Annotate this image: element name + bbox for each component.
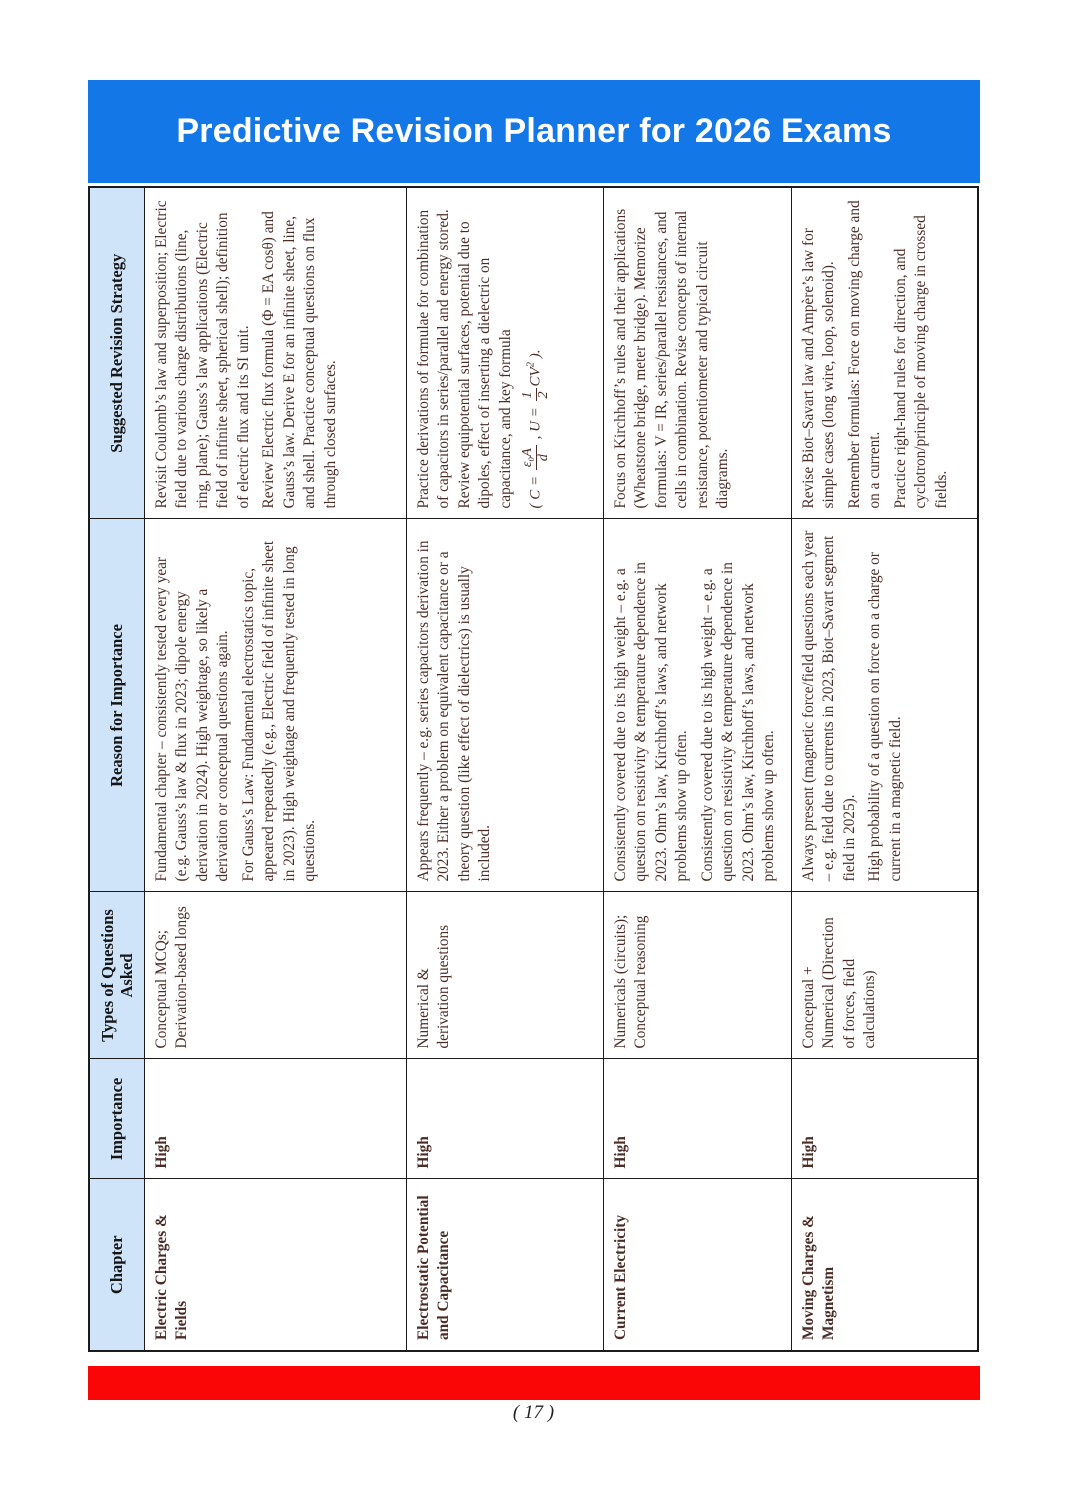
formula-close: ). <box>527 349 544 363</box>
col-header-types: Types of Questions Asked <box>89 892 144 1059</box>
formula-open: ( <box>527 499 544 509</box>
formula-fraction-1: ε₀A d <box>521 445 551 470</box>
rotated-table-wrapper <box>88 188 977 1352</box>
chapter-cell-4: Moving Charges & Magnetism <box>791 1179 978 1351</box>
reason-cell-1 <box>144 519 406 892</box>
footer-accent-bar <box>88 1366 980 1400</box>
formula-lhs: C = <box>527 472 544 500</box>
importance-cell-3: High <box>603 1059 791 1179</box>
table-row <box>791 187 978 1351</box>
importance-cell-2: High <box>406 1059 603 1179</box>
reason-cell-4 <box>791 519 978 892</box>
reason-paragraph: Appears frequently – e.g. series capacitors derivation in 2023. Either a problem on equivalent capacitance or a theory question (like effect of dielectrics) is usually included. <box>414 540 493 882</box>
strategy-paragraph: Review Electric flux formula (Φ = EA cosθ) and Gauss’s law. Derive E for an infinite sheet, line, and shell. Practice conceptual questions on flux through closed surfaces. <box>260 211 339 509</box>
chapter-cell-1: Electric Charges & Fields <box>144 1179 406 1351</box>
reason-paragraph: For Gauss’s Law: Fundamental electrostatics topic, appeared repeatedly (e.g., Electric field of infinite sheet in 2023). High weightage and frequently tested in long questions. <box>239 540 318 882</box>
col-header-importance: Importance <box>89 1059 144 1179</box>
strategy-paragraph: Revisit Coulomb’s law and superposition; Electric field due to various charge distributions (line, ring, plane); Gauss’s law applications (Electric field of infinite sheet, spherical shell); definition of electric flux and its SI unit. <box>152 200 252 509</box>
capacitance-formula <box>521 198 551 509</box>
header-banner <box>88 80 980 183</box>
col-header-strategy: Suggested Revision Strategy <box>89 187 144 519</box>
importance-cell-1: High <box>144 1059 406 1179</box>
reason-paragraph: Consistently covered due to its high weight – e.g. a question on resistivity & temperature dependence in 2023. Ohm’s law, Kirchhoff’s laws, and network problems show up often. <box>611 562 690 882</box>
page-title: Predictive Revision Planner for 2026 Exams <box>176 112 892 150</box>
table-row <box>406 187 603 1351</box>
types-cell-1: Conceptual MCQs; Derivation-based longs <box>144 892 406 1059</box>
types-cell-4: Conceptual + Numerical (Direction of forces, field calculations) <box>791 892 978 1059</box>
strategy-cell-1 <box>144 187 406 519</box>
strategy-paragraph: Revise Biot–Savart law and Ampère’s law for simple cases (long wire, loop, solenoid). <box>799 228 837 509</box>
page-number: ( 17 ) <box>512 1402 555 1423</box>
strategy-paragraph: Focus on Kirchhoff’s rules and their applications (Wheatstone bridge, meter bridge). Memorize formulas: V = IR, series/parallel resistances, and cells in combination. Revise concepts of internal resistance, potentiometer and typical circuit diagrams. <box>611 208 731 509</box>
strategy-cell-4 <box>791 187 978 519</box>
strategy-cell-2 <box>406 187 603 519</box>
chapter-cell-2: Electrostatic Potential and Capacitance <box>406 1179 603 1351</box>
col-header-chapter: Chapter <box>89 1179 144 1351</box>
formula-mid: , U = <box>527 403 544 444</box>
reason-paragraph: Consistently covered due to its high weight – e.g. a question on resistivity & temperature dependence in 2023. Ohm’s law, Kirchhoff’s laws, and network problems show up often. <box>698 562 777 882</box>
types-cell-3: Numericals (circuits); Conceptual reasoning <box>603 892 791 1059</box>
revision-planner-table <box>88 186 979 1352</box>
formula-fraction-2: 1 2 <box>521 388 551 401</box>
strategy-paragraph: Practice derivations of formulae for combination of capacitors in series/parallel and energy stored. Review equipotential surfaces, potential due to dipoles, effect of inserting a dielectric on capacitance, and key formula <box>414 209 514 509</box>
reason-paragraph: Always present (magnetic force/field questions each year – e.g. field due to currents in 2023, Biot–Savart segment field in 2025). <box>799 530 858 882</box>
strategy-paragraph: Remember formulas: Force on moving charge and on a current. <box>845 200 883 509</box>
table-row <box>603 187 791 1351</box>
reason-paragraph: Fundamental chapter – consistently tested every year (e.g. Gauss’s law & flux in 2023; dipole energy derivation in 2024). High weightage, so likely a derivation or conceptual questions again. <box>152 556 231 882</box>
reason-cell-3 <box>603 519 791 892</box>
reason-paragraph: High probability of a question on force on a charge or current in a magnetic field. <box>866 552 904 882</box>
reason-cell-2 <box>406 519 603 892</box>
col-header-reason: Reason for Importance <box>89 519 144 892</box>
types-cell-2: Numerical & derivation questions <box>406 892 603 1059</box>
importance-cell-4: High <box>791 1059 978 1179</box>
strategy-cell-3 <box>603 187 791 519</box>
formula-exponent: 2 <box>525 362 537 368</box>
table-row <box>144 187 406 1351</box>
formula-base: CV <box>527 367 544 387</box>
strategy-paragraph: Practice right-hand rules for direction, and cyclotron/principle of moving charge in crossed fields. <box>891 215 950 509</box>
table-header-row <box>89 187 144 1351</box>
chapter-cell-3: Current Electricity <box>603 1179 791 1351</box>
